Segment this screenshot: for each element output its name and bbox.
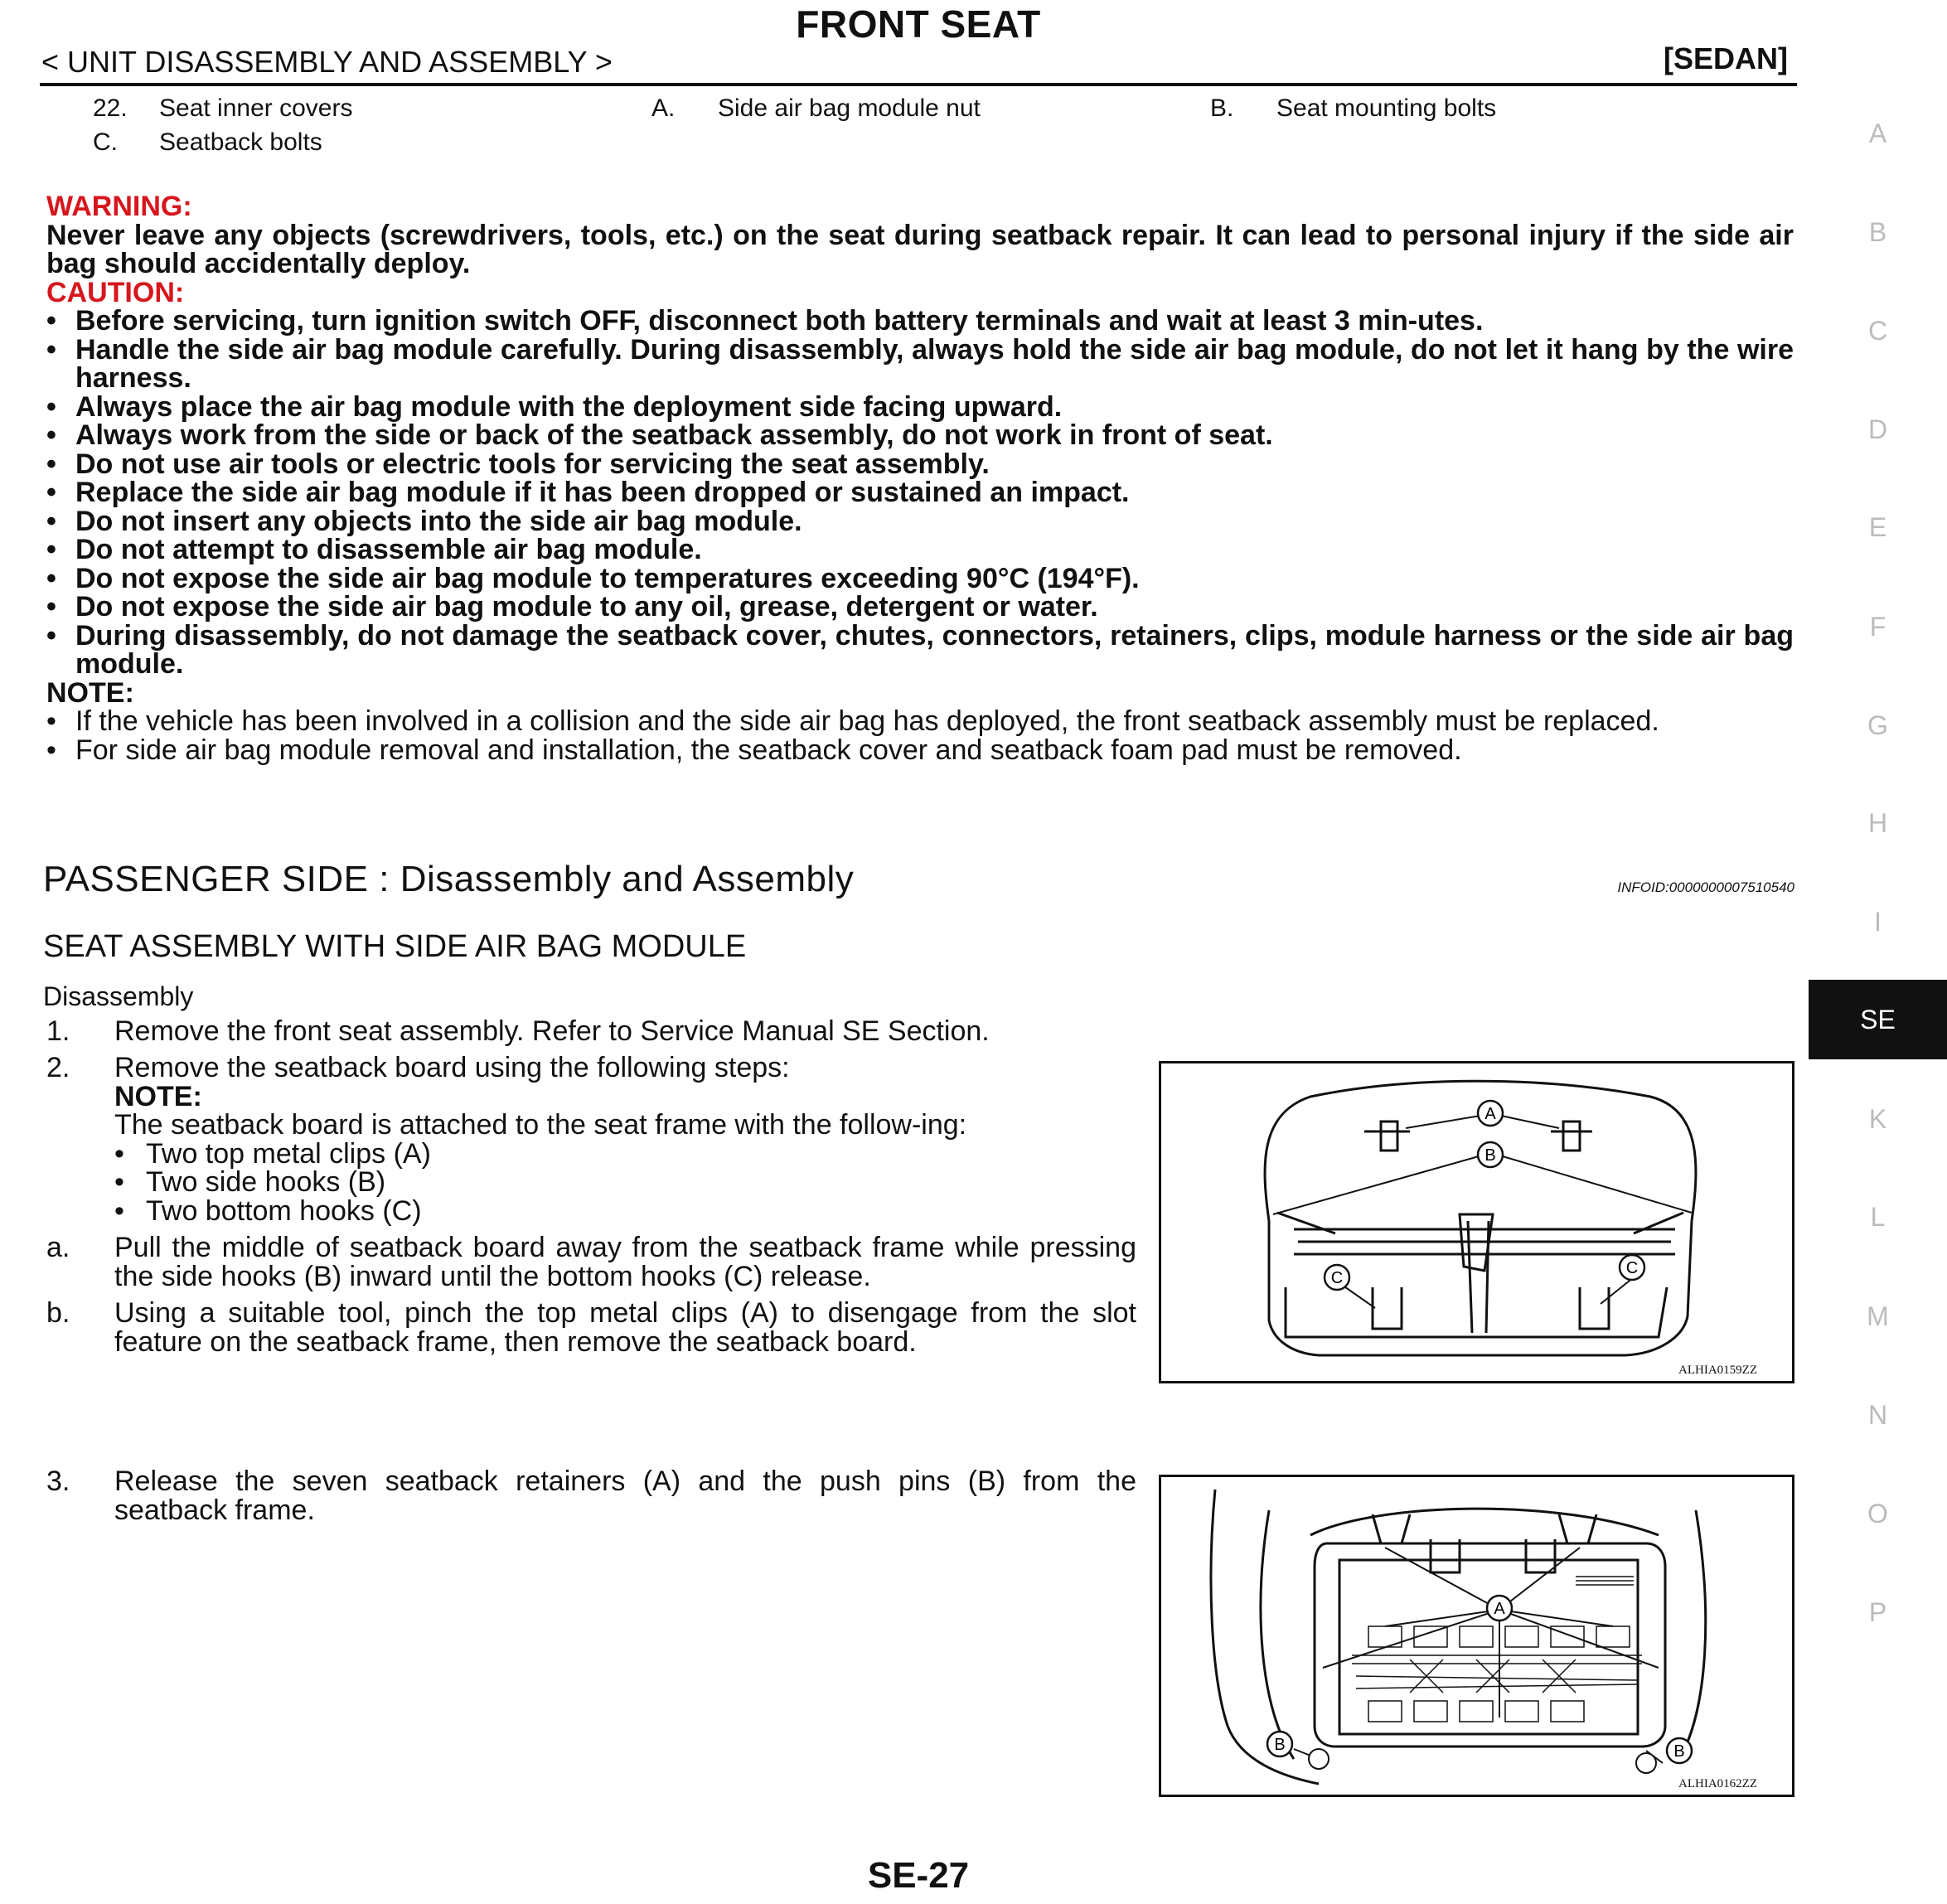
figure-code: ALHIA0162ZZ [1678,1777,1757,1790]
figure-seatback-retainers [1159,1475,1794,1797]
callout-c-right [1620,1255,1644,1280]
tab-p[interactable]: P [1868,1597,1887,1627]
caution-label: CAUTION: [46,276,185,308]
tab-f[interactable]: F [1869,612,1886,642]
caution-item: • Do not insert any objects into the side air bag module. [46,507,1794,536]
step-number: 2. [46,1052,70,1083]
caution-item: • Handle the side air bag module carefully. During disassembly, always hold the side air bag module, do not let it hang by the wire harness. [46,336,1794,393]
callout-label-b: B [1484,1146,1496,1165]
tab-i[interactable]: I [1874,907,1882,937]
caution-item: • Do not expose the side air bag module to any oil, grease, detergent or water. [46,593,1794,622]
seatback-retainers-illustration [1161,1477,1792,1795]
legend-number: C. [93,128,118,156]
legend-text: Side air bag module nut [718,94,981,122]
note-item: • For side air bag module removal and installation, the seatback cover and seatback foam pad must be removed. [46,736,1794,765]
model-label: [SEDAN] [1664,41,1788,75]
callout-c-left [1325,1265,1349,1290]
fastener-item: • Two side hooks (B) [114,1168,1136,1197]
tab-b[interactable]: B [1868,217,1887,247]
legend-text: Seatback bolts [159,128,322,156]
step-text: Using a suitable tool, pinch the top metal clips (A) to disengage from the slot feature on the seatback frame, then remove the seatback board. [114,1297,1136,1358]
section-header: < UNIT DISASSEMBLY AND ASSEMBLY > [41,45,613,79]
fastener-list [114,1137,1136,1227]
caution-list [46,307,1794,679]
callout-label-c: C [1625,1259,1639,1277]
legend-number: 22. [93,94,128,122]
tab-k[interactable]: K [1868,1104,1887,1134]
seatback-board-illustration [1161,1063,1792,1381]
warning-label: WARNING: [46,191,192,222]
caution-item: • Do not attempt to disassemble air bag module. [46,535,1794,564]
caution-item: • Always place the air bag module with the deployment side facing upward. [46,393,1794,422]
callout-b [1478,1142,1503,1167]
step-note-label: NOTE: [114,1080,202,1112]
tab-c[interactable]: C [1867,316,1888,346]
callout-label-a: A [1494,1600,1505,1618]
header-divider [40,83,1797,86]
page-number: SE-27 [867,1855,970,1896]
legend-text: Seat inner covers [159,94,353,122]
figure-code: ALHIA0159ZZ [1678,1364,1757,1377]
note-label: NOTE: [46,676,134,709]
step-2-group [46,1054,1136,1356]
fastener-item: • Two bottom hooks (C) [114,1197,1136,1226]
legend-number: B. [1210,94,1234,122]
tab-e[interactable]: E [1868,512,1887,542]
tab-h[interactable]: H [1867,808,1888,838]
tab-l[interactable]: L [1870,1202,1886,1232]
tab-g[interactable]: G [1867,710,1888,740]
step-text: Remove the front seat assembly. Refer to Service Manual SE Section. [114,1015,990,1047]
step-1 [46,1017,1373,1046]
callout-label-b: B [1274,1736,1286,1754]
tab-se[interactable]: SE [1809,980,1947,1059]
step-text: Remove the seatback board using the following steps: [114,1052,790,1083]
figure-seatback-board [1159,1061,1794,1383]
callout-a [1478,1101,1503,1126]
note-item: • If the vehicle has been involved in a collision and the side air bag has deployed, the front seatback assembly must be replaced. [46,707,1794,736]
info-id: INFOID:0000000007510540 [1617,879,1794,895]
safety-block [46,192,1794,764]
step-note-text: The seatback board is attached to the seat frame with the follow-ing: [114,1109,967,1141]
step-letter: a. [46,1232,70,1263]
step-text: Pull the middle of seatback board away from the seatback frame while pressing the side hooks (B) inward until the bottom hooks (C) release. [114,1232,1136,1292]
caution-item: • During disassembly, do not damage the seatback cover, chutes, connectors, retainers, clips, module harness or the side air bag module. [46,622,1794,679]
callout-label-a: A [1484,1105,1496,1123]
subsection-title: SEAT ASSEMBLY WITH SIDE AIR BAG MODULE [43,929,747,964]
caution-item: • Always work from the side or back of the seatback assembly, do not work in front of seat. [46,421,1794,450]
step-number: 3. [46,1466,70,1497]
step-3 [46,1467,1136,1524]
tab-d[interactable]: D [1867,414,1888,444]
caution-item: • Do not use air tools or electric tools for servicing the seat assembly. [46,450,1794,479]
step-text: Release the seven seatback retainers (A) and the push pins (B) from the seatback frame. [114,1466,1136,1526]
page-title: FRONT SEAT [796,2,1041,46]
legend-number: A. [651,94,676,122]
callout-b-right [1667,1738,1692,1763]
callout-label-c: C [1330,1269,1344,1287]
caution-item: • Replace the side air bag module if it has been dropped or sustained an impact. [46,478,1794,507]
callout-label-b: B [1673,1742,1685,1761]
tab-n[interactable]: N [1867,1400,1888,1430]
step-a [46,1233,1136,1291]
tab-o[interactable]: O [1867,1499,1888,1529]
step-number: 1. [46,1015,70,1047]
tab-a[interactable]: A [1868,119,1887,148]
section-title: PASSENGER SIDE : Disassembly and Assembly [43,859,855,899]
tab-m[interactable]: M [1867,1301,1889,1331]
caution-item: • Before servicing, turn ignition switch OFF, disconnect both battery terminals and wait at least 3 min-utes. [46,307,1794,336]
step-letter: b. [46,1297,70,1329]
callout-b-left [1267,1732,1292,1756]
step-2 [46,1054,1136,1225]
callout-a [1487,1596,1512,1621]
fastener-item: • Two top metal clips (A) [114,1140,1136,1169]
step-b [46,1299,1136,1356]
warning-text: Never leave any objects (screwdrivers, tools, etc.) on the seat during seatback repair. It can lead to personal injury if the side air bag should accidentally deploy. [46,219,1794,279]
note-list [46,707,1794,764]
caution-item: • Do not expose the side air bag module to temperatures exceeding 90°C (194°F). [46,564,1794,593]
legend-text: Seat mounting bolts [1276,94,1497,122]
disassembly-label: Disassembly [43,981,194,1011]
